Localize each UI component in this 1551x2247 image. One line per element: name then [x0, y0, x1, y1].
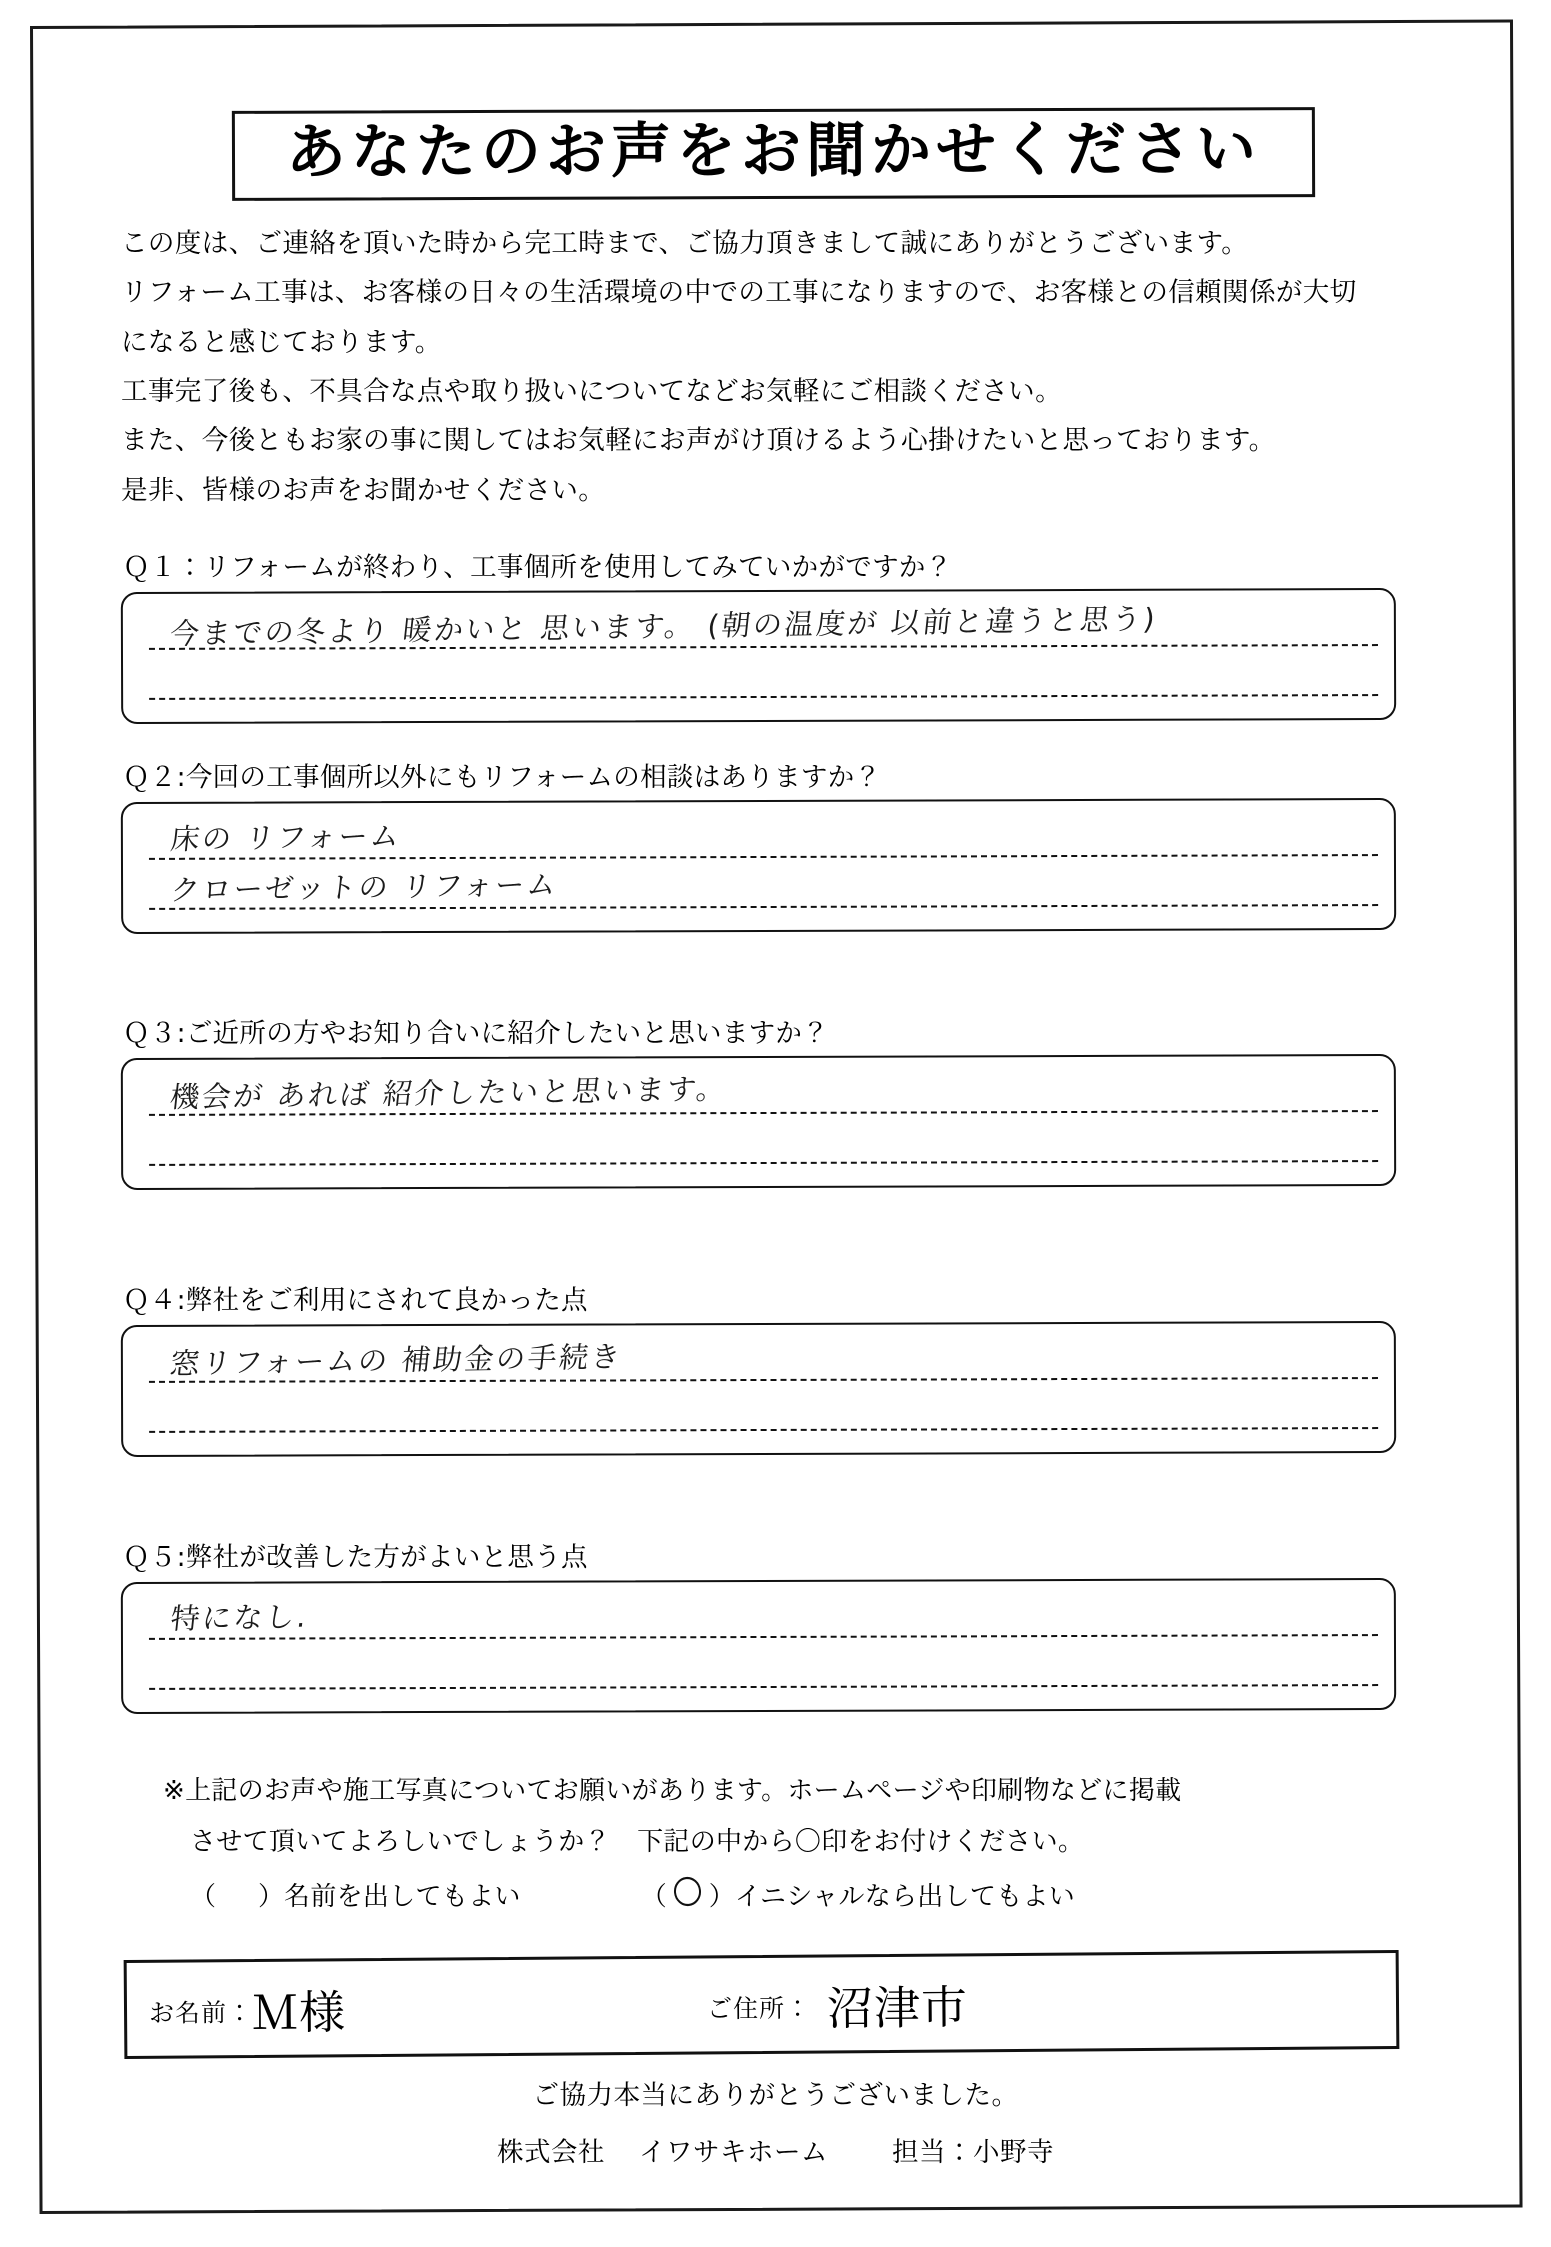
intro-line-2: リフォーム工事は、お客様の日々の生活環境の中での工事になりますので、お客様との信頼関係が大切	[121, 277, 1357, 309]
notice-line-2: させて頂いてよろしいでしょうか？ 下記の中から〇印をお付けください。	[190, 1826, 1085, 1857]
handwritten-answer-2-line-2: クローゼットの リフォーム	[168, 867, 561, 908]
answer-field-3[interactable]	[121, 1054, 1396, 1190]
handwritten-answer-4-line-1: 窓リフォームの 補助金の手続き	[168, 1339, 625, 1381]
staff-label: 担当：	[892, 2137, 973, 2168]
intro-paragraph	[121, 228, 1411, 524]
staff-name: 小野寺	[973, 2137, 1054, 2168]
question-label-1: Ｑ１：リフォームが終わり、工事個所を使用してみていかがですか？	[123, 552, 953, 583]
question-block-1	[121, 545, 1396, 722]
handwritten-answer-2-line-1: 床の リフォーム	[168, 818, 404, 857]
question-label-5: Ｑ５:弊社が改善した方がよいと思う点	[123, 1542, 588, 1573]
address-field-label: ご住所：	[706, 1993, 812, 2024]
publication-consent-notice	[163, 1775, 1393, 1913]
intro-line-6: 是非、皆様のお声をお聞かせください。	[121, 474, 606, 506]
title-box	[232, 107, 1315, 201]
rule-line	[149, 1684, 1378, 1690]
footer	[0, 2073, 1551, 2187]
answer-field-4[interactable]	[121, 1321, 1396, 1457]
question-block-3	[121, 1011, 1396, 1188]
close-paren: ）	[708, 1882, 735, 1912]
rule-line	[149, 694, 1378, 700]
consent-option-initials[interactable]	[641, 1876, 1075, 1913]
question-label-3: Ｑ３:ご近所の方やお知り合いに紹介したいと思いますか？	[123, 1018, 830, 1049]
answer-field-2[interactable]	[121, 798, 1396, 934]
intro-line-5: また、今後ともお家の事に関してはお気軽にお声がけ頂けるよう心掛けたいと思っております。	[121, 425, 1276, 457]
footer-thanks: ご協力本当にありがとうございました。	[532, 2080, 1019, 2111]
rule-line	[149, 1160, 1378, 1166]
checkbox-slot-initials[interactable]	[667, 1878, 709, 1912]
rule-line	[149, 1427, 1378, 1433]
address-field-value[interactable]: 沼津市	[826, 1980, 969, 2036]
handwritten-answer-5-line-1: 特になし.	[168, 1599, 311, 1636]
company-prefix: 株式会社	[497, 2137, 605, 2168]
circle-mark-icon	[673, 1875, 703, 1907]
title-container	[232, 109, 1315, 199]
name-field-label: お名前：	[148, 1997, 254, 2028]
question-label-2: Ｑ２:今回の工事個所以外にもリフォームの相談はありますか？	[123, 762, 882, 793]
customer-info-inner	[127, 1953, 1397, 2056]
notice-line-1: ※上記のお声や施工写真についてお願いがあります。ホームページや印刷物などに掲載	[163, 1776, 1182, 1806]
handwritten-answer-1-line-1: 今までの冬より 暖かいと 思います。 (朝の温度が 以前と違うと思う)	[168, 601, 1159, 651]
intro-line-1: この度は、ご連絡を頂いた時から完工時まで、ご協力頂きまして誠にありがとうございます。	[121, 228, 1249, 259]
customer-info-box	[124, 1950, 1400, 2059]
intro-line-4: 工事完了後も、不具合な点や取り扱いについてなどお気軽にご相談ください。	[121, 375, 1062, 407]
intro-line-3: になると感じております。	[121, 326, 442, 358]
answer-field-5[interactable]	[121, 1578, 1396, 1714]
answer-field-1[interactable]	[121, 588, 1396, 724]
page-title: あなたのお声をお聞かせください	[285, 114, 1262, 188]
consent-options	[190, 1876, 1393, 1913]
consent-option-initials-label: イニシャルなら出してもよい	[734, 1882, 1076, 1912]
footer-company-line	[0, 2130, 1551, 2169]
handwritten-answer-3-line-1: 機会が あれば 紹介したいと思います。	[168, 1071, 730, 1115]
open-paren: （	[640, 1882, 667, 1912]
close-paren: ）	[258, 1882, 285, 1912]
consent-option-full-name[interactable]	[190, 1876, 521, 1913]
rule-line	[149, 1634, 1378, 1640]
question-block-4	[121, 1278, 1396, 1455]
question-block-2	[121, 755, 1396, 932]
open-paren: （	[190, 1882, 217, 1912]
company-name: イワサキホーム	[639, 2137, 828, 2168]
question-label-4: Ｑ４:弊社をご利用にされて良かった点	[123, 1285, 588, 1316]
question-block-5	[121, 1535, 1396, 1712]
name-field-value[interactable]: Ｍ様	[251, 1985, 347, 2041]
consent-option-full-name-label: 名前を出してもよい	[284, 1882, 521, 1912]
